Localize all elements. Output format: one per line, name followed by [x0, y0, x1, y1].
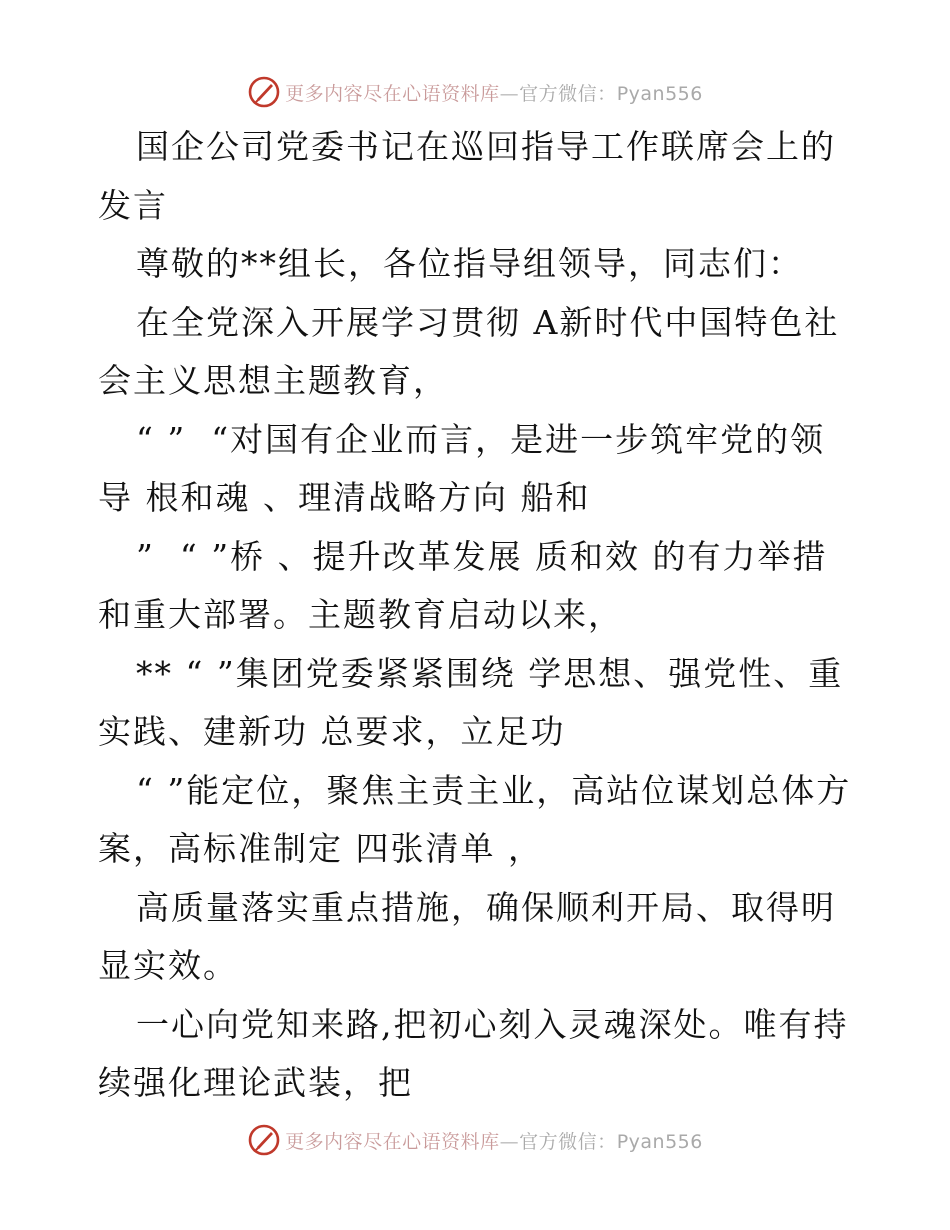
paragraph: 在全党深入开展学习贯彻 A新时代中国特色社会主义思想主题教育，: [98, 302, 840, 400]
watermark-banner-bottom: [0, 1118, 950, 1162]
paragraph: “ ” “对国有企业而言，是进一步筑牢党的领导 根和魂 、理清战略方向 船和: [98, 419, 826, 517]
paragraph: ” “ ”桥 、提升改革发展 质和效 的有力举措和重大部署。主题教育启动以来，: [98, 536, 828, 634]
quill-logo-icon: [247, 75, 281, 109]
document-body: [98, 118, 854, 1113]
paragraph: ** “ ”集团党委紧紧围绕 学思想、强党性、重实践、建新功 总要求，立足功: [98, 653, 844, 751]
watermark-banner-top: [0, 70, 950, 114]
paragraph: 一心向党知来路,把初心刻入灵魂深处。唯有持续强化理论武装，把: [98, 1004, 849, 1102]
watermark-text: 更多内容尽在心语资料库—官方微信：Pyan556: [285, 1130, 703, 1153]
salutation: 尊敬的**组长，各位指导组领导，同志们：: [136, 244, 803, 283]
quill-logo-icon: [247, 1123, 281, 1157]
watermark-text: 更多内容尽在心语资料库—官方微信：Pyan556: [285, 82, 703, 105]
paragraph: “ ”能定位，聚焦主责主业，高站位谋划总体方案，高标准制定 四张清单 ，: [98, 770, 852, 868]
paragraph: 高质量落实重点措施，确保顺利开局、取得明显实效。: [98, 887, 836, 985]
document-title: 国企公司党委书记在巡回指导工作联席会上的发言: [98, 127, 836, 225]
